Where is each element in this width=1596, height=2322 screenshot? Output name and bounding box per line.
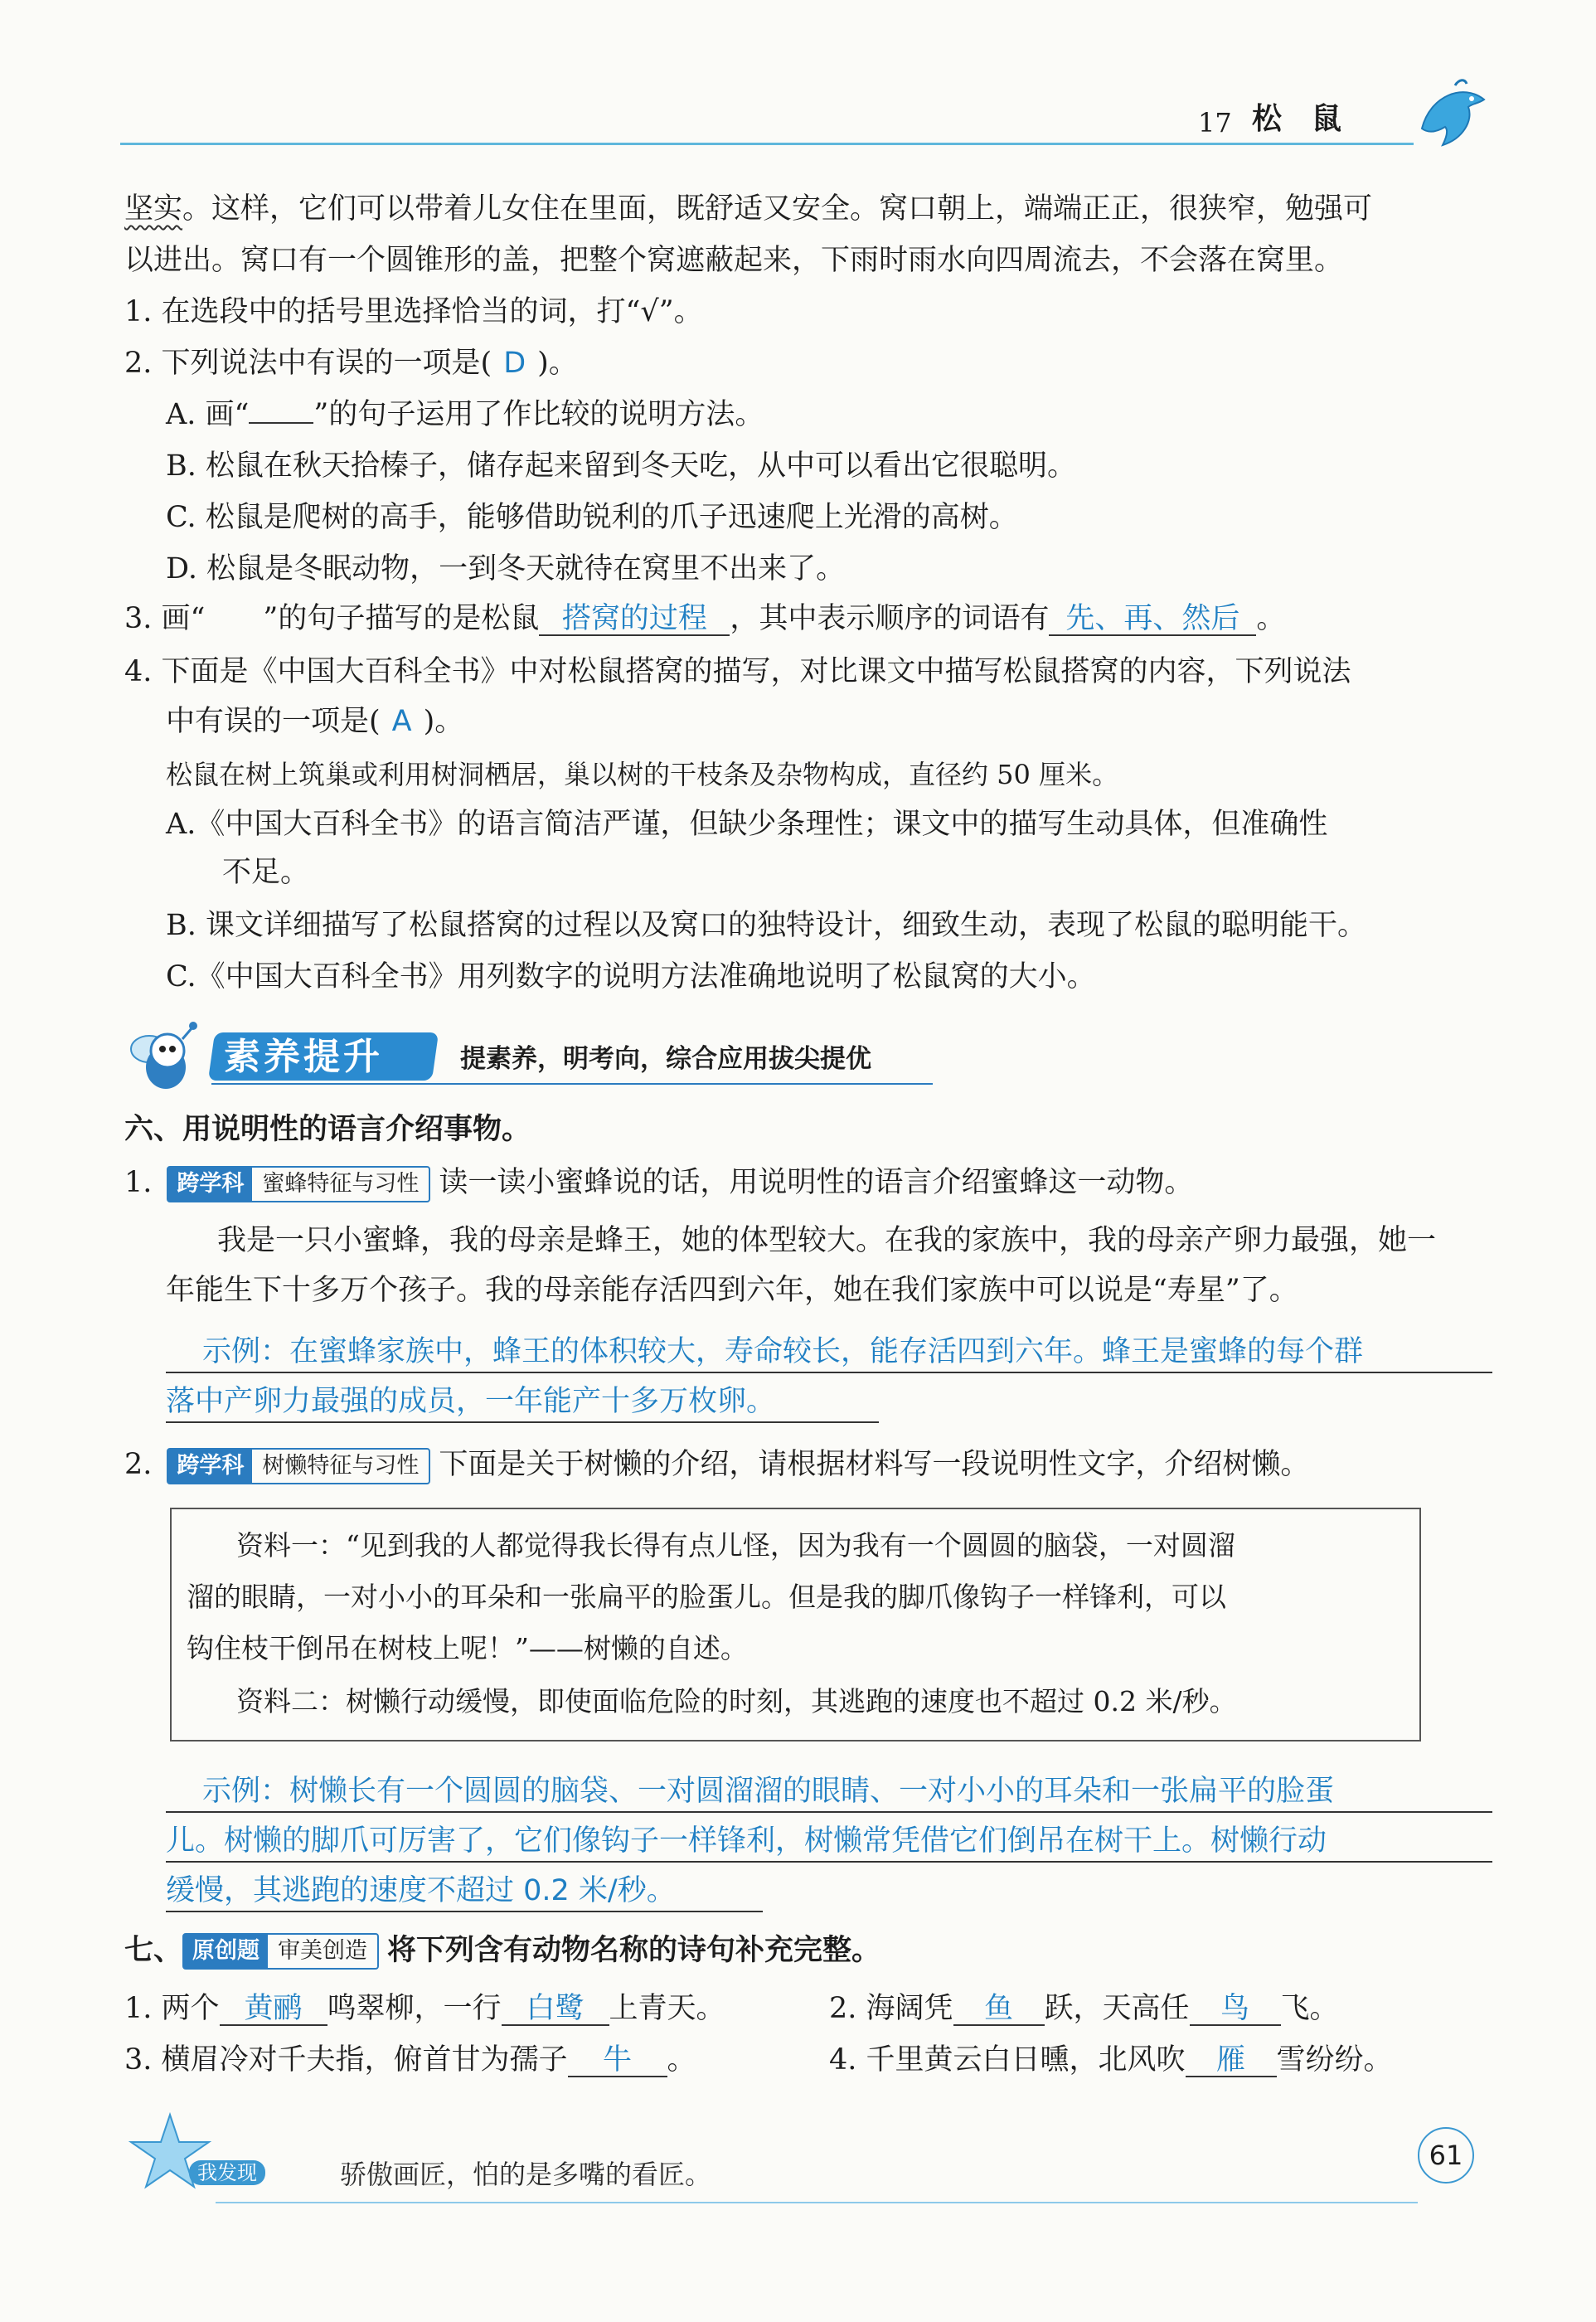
- passage-line-2: 以进出。窝口有一个圆锥形的盖，把整个窝遮蔽起来，下雨时雨水向四周流去，不会落在窝里。: [124, 244, 1344, 277]
- page-number: 61: [1418, 2127, 1474, 2184]
- poem-line-2: 2. 海阔凭 鱼 跃，天高任 鸟 飞。: [829, 1992, 1339, 2025]
- material-line-2: 溜的眼睛，一对小小的耳朵和一张扁平的脸蛋儿。但是我的脚爪像钩子一样锋利，可以: [187, 1581, 1226, 1613]
- q2-answer: D: [503, 347, 526, 380]
- s6-item-2-answer-1: 示例：树懒长有一个圆圆的脑袋、一对圆溜溜的眼睛、一对小小的耳朵和一张扁平的脸蛋: [166, 1771, 1492, 1813]
- lesson-title: 松 鼠: [1252, 102, 1342, 136]
- dolphin-icon: [1414, 79, 1492, 153]
- q4-option-c: C.《中国大百科全书》用列数字的说明方法准确地说明了松鼠窝的大小。: [166, 960, 1096, 993]
- q3-answer-1: 搭窝的过程: [539, 603, 730, 636]
- q4-option-a-1: A.《中国大百科全书》的语言简洁严谨，但缺少条理性；课文中的描写生动具体，但准确性: [166, 808, 1328, 841]
- material-line-3: 钩住枝干倒吊在树枝上呢！”——树懒的自述。: [187, 1632, 748, 1664]
- s6-item-1-quote-1: 我是一只小蜜蜂，我的母亲是蜂王，她的体型较大。在我的家族中，我的母亲产卵力最强，她一: [217, 1224, 1437, 1257]
- q2-option-c: C. 松鼠是爬树的高手，能够借助锐利的爪子迅速爬上光滑的高树。: [166, 501, 1018, 534]
- poem-answer-5: 牛: [568, 2044, 667, 2077]
- footer-badge: 我发现: [189, 2160, 265, 2185]
- poem-answer-2: 白鹭: [502, 1993, 609, 2026]
- s6-item-1-answer-2: 落中产卵力最强的成员，一年能产十多万枚卵。: [166, 1382, 879, 1423]
- s7-tag: 原创题 审美创造: [182, 1933, 379, 1970]
- banner-underline: [211, 1083, 933, 1085]
- lesson-number: 17: [1198, 107, 1232, 138]
- banner-title: 素养提升: [224, 1036, 383, 1078]
- question-4-line-2: 中有误的一项是( A )。: [166, 705, 464, 738]
- s6-item-2-answer-2: 儿。树懒的脚爪可厉害了，它们像钩子一样锋利，树懒常凭借它们倒吊在树干上。树懒行动: [166, 1821, 1492, 1863]
- q4-option-b: B. 课文详细描写了松鼠搭窝的过程以及窝口的独特设计，细致生动，表现了松鼠的聪明能干。: [166, 909, 1366, 942]
- passage-first-word: 坚实: [124, 192, 183, 226]
- banner-subtitle: 提素养，明考向，综合应用拔尖提优: [460, 1044, 871, 1074]
- q3-answer-2: 先、再、然后: [1049, 603, 1256, 636]
- header-rule: [120, 143, 1414, 145]
- poem-answer-4: 鸟: [1190, 1993, 1281, 2026]
- q2-option-b: B. 松鼠在秋天拾榛子，储存起来留到冬天吃，从中可以看出它很聪明。: [166, 449, 1076, 483]
- footer-rule: [216, 2202, 1418, 2203]
- s6-item-1-answer-1: 示例：在蜜蜂家族中，蜂王的体积较大，寿命较长，能存活四到六年。蜂王是蜜蜂的每个群: [166, 1332, 1492, 1373]
- passage-line-1: 坚实。这样，它们可以带着儿女住在里面，既舒适又安全。窝口朝上，端端正正，很狭窄，勉强可: [124, 192, 1373, 226]
- poem-line-3: 3. 横眉冷对千夫指，俯首甘为孺子 牛 。: [124, 2043, 696, 2077]
- q2-option-d: D. 松鼠是冬眠动物，一到冬天就待在窝里不出来了。: [166, 552, 846, 585]
- question-1: 1. 在选段中的括号里选择恰当的词，打“√”。: [124, 295, 703, 328]
- q4-quote: 松鼠在树上筑巢或利用树洞栖居，巢以树的干枝条及杂物构成，直径约 50 厘米。: [166, 759, 1119, 790]
- section-6-heading: 六、用说明性的语言介绍事物。: [124, 1113, 531, 1146]
- question-2: 2. 下列说法中有误的一项是( D )。: [124, 347, 578, 380]
- section-7-heading: 七、 原创题 审美创造 将下列含有动物名称的诗句补充完整。: [124, 1932, 880, 1970]
- s6-item-2-tag: 跨学科 树懒特征与习性: [167, 1448, 430, 1484]
- poem-answer-6: 雁: [1186, 2044, 1277, 2077]
- s6-item-2-answer-3: 缓慢，其逃跑的速度不超过 0.2 米/秒。: [166, 1871, 763, 1912]
- q4-answer: A: [391, 705, 412, 738]
- s6-item-2-prompt: 2. 跨学科 树懒特征与习性 下面是关于树懒的介绍，请根据材料写一段说明性文字，介绍树懒。: [124, 1446, 1309, 1484]
- poem-answer-1: 黄鹂: [220, 1993, 327, 2026]
- s6-item-1-prompt: 1. 跨学科 蜜蜂特征与习性 读一读小蜜蜂说的话，用说明性的语言介绍蜜蜂这一动物。: [124, 1164, 1193, 1202]
- s6-item-1-quote-2: 年能生下十多万个孩子。我的母亲能存活四到六年，她在我们家族中可以说是“寿星”了。: [166, 1274, 1298, 1307]
- q4-option-a-2: 不足。: [222, 856, 310, 889]
- poem-line-1: 1. 两个 黄鹂 鸣翠柳，一行 白鹭 上青天。: [124, 1992, 725, 2025]
- question-3: 3. 画“ ”的句子描写的是松鼠 搭窝的过程 ，其中表示顺序的词语有 先、再、然后 。: [124, 602, 1286, 635]
- question-4-line-1: 4. 下面是《中国大百科全书》中对松鼠搭窝的描写，对比课文中描写松鼠搭窝的内容，下列说法: [124, 655, 1351, 688]
- poem-answer-3: 鱼: [953, 1993, 1045, 2026]
- bee-mascot-icon: [124, 1016, 207, 1099]
- q2-option-a: A. 画“ ”的句子运用了作比较的说明方法。: [166, 398, 764, 431]
- material-line-4: 资料二：树懒行动缓慢，即使面临危险的时刻，其逃跑的速度也不超过 0.2 米/秒。: [236, 1685, 1237, 1717]
- material-line-1: 资料一：“见到我的人都觉得我长得有点儿怪，因为我有一个圆圆的脑袋，一对圆溜: [236, 1529, 1235, 1562]
- poem-line-4: 4. 千里黄云白日曛，北风吹 雁 雪纷纷。: [829, 2043, 1393, 2077]
- s6-item-1-tag: 跨学科 蜜蜂特征与习性: [167, 1166, 430, 1202]
- footer-quote: 骄傲画匠，怕的是多嘴的看匠。: [340, 2159, 712, 2190]
